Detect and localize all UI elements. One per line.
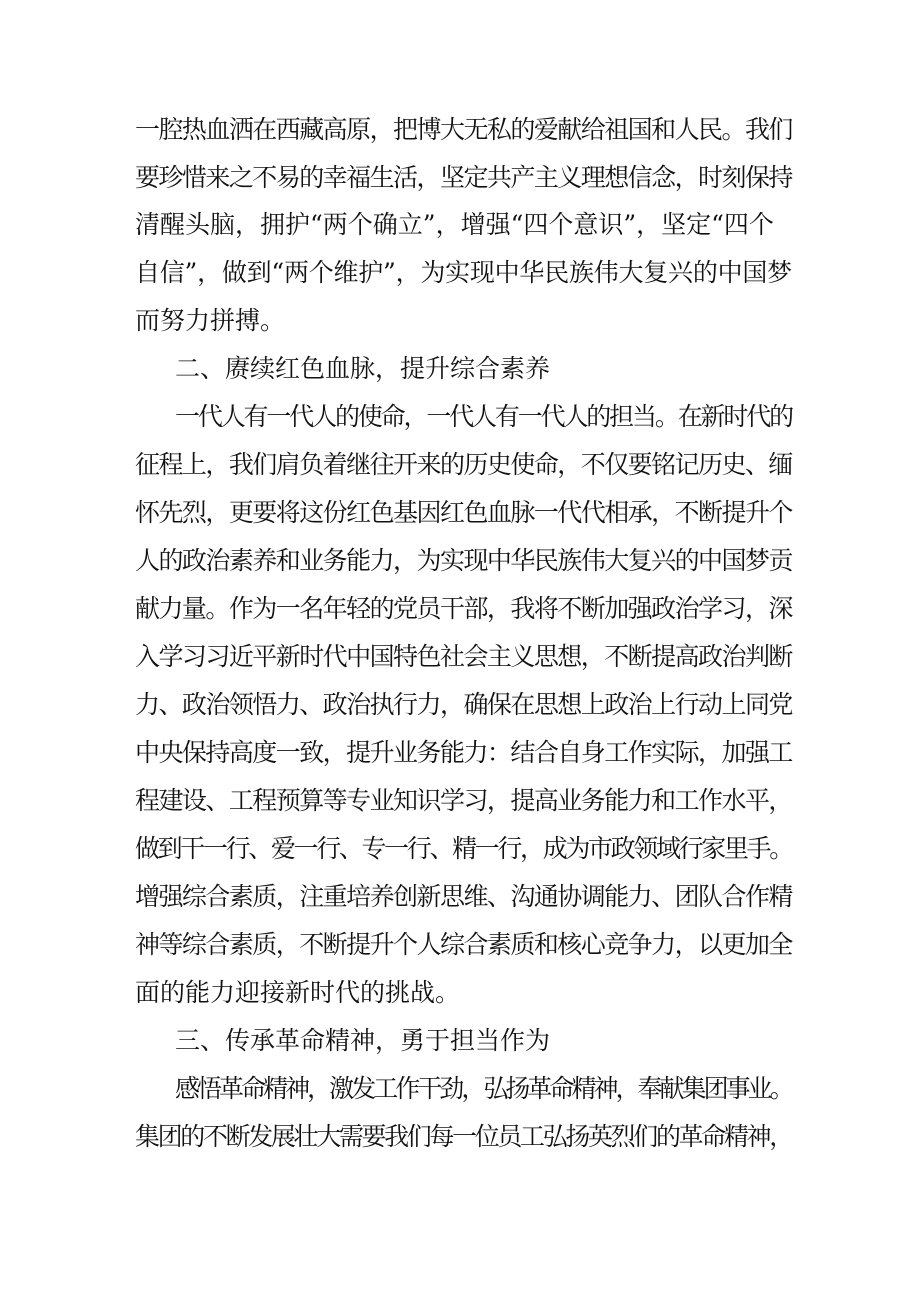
paragraph-line: 力、政治领悟力、政治执行力，确保在思想上政治上行动上同党 bbox=[135, 690, 792, 719]
paragraph-line: 一腔热血洒在西藏高原，把博大无私的爱献给祖国和人民。我们 bbox=[135, 115, 792, 144]
paragraph-line: 集团的不断发展壮大需要我们每一位员工弘扬英烈们的革命精神， bbox=[135, 1122, 792, 1151]
paragraph-line: 清醒头脑，拥护“两个确立”，增强“四个意识”，坚定“四个 bbox=[135, 210, 774, 239]
paragraph-line: 入学习习近平新时代中国特色社会主义思想，不断提高政治判断 bbox=[135, 642, 792, 671]
paragraph-line: 献力量。作为一名年轻的党员干部，我将不断加强政治学习，深 bbox=[135, 594, 792, 623]
paragraph-line: 中央保持高度一致，提升业务能力：结合自身工作实际，加强工 bbox=[135, 738, 792, 767]
paragraph-line: 征程上，我们肩负着继往开来的历史使命，不仅要铭记历史、缅 bbox=[135, 450, 792, 479]
paragraph-line: 一代人有一代人的使命，一代人有一代人的担当。在新时代的 bbox=[175, 402, 792, 431]
section-heading: 三、传承革命精神，勇于担当作为 bbox=[175, 1026, 551, 1055]
paragraph-line: 要珍惜来之不易的幸福生活，坚定共产主义理想信念，时刻保持 bbox=[135, 163, 792, 192]
section-heading: 二、赓续红色血脉，提升综合素养 bbox=[175, 354, 551, 383]
paragraph-line: 做到干一行、爱一行、专一行、精一行，成为市政领域行家里手。 bbox=[135, 834, 792, 863]
paragraph-line: 程建设、工程预算等专业知识学习，提高业务能力和工作水平， bbox=[135, 786, 792, 815]
paragraph-line: 而努力拼搏。 bbox=[135, 306, 286, 335]
paragraph-line: 面的能力迎接新时代的挑战。 bbox=[135, 978, 461, 1007]
paragraph-line: 感悟革命精神，激发工作干劲，弘扬革命精神，奉献集团事业。 bbox=[175, 1074, 792, 1103]
paragraph-line: 增强综合素质，注重培养创新思维、沟通协调能力、团队合作精 bbox=[135, 882, 792, 911]
paragraph-line: 自信”，做到“两个维护”，为实现中华民族伟大复兴的中国梦 bbox=[135, 258, 792, 287]
paragraph-line: 神等综合素质，不断提升个人综合素质和核心竞争力，以更加全 bbox=[135, 930, 792, 959]
paragraph-line: 怀先烈，更要将这份红色基因红色血脉一代代相承，不断提升个 bbox=[135, 498, 792, 527]
paragraph-line: 人的政治素养和业务能力，为实现中华民族伟大复兴的中国梦贡 bbox=[135, 546, 792, 575]
